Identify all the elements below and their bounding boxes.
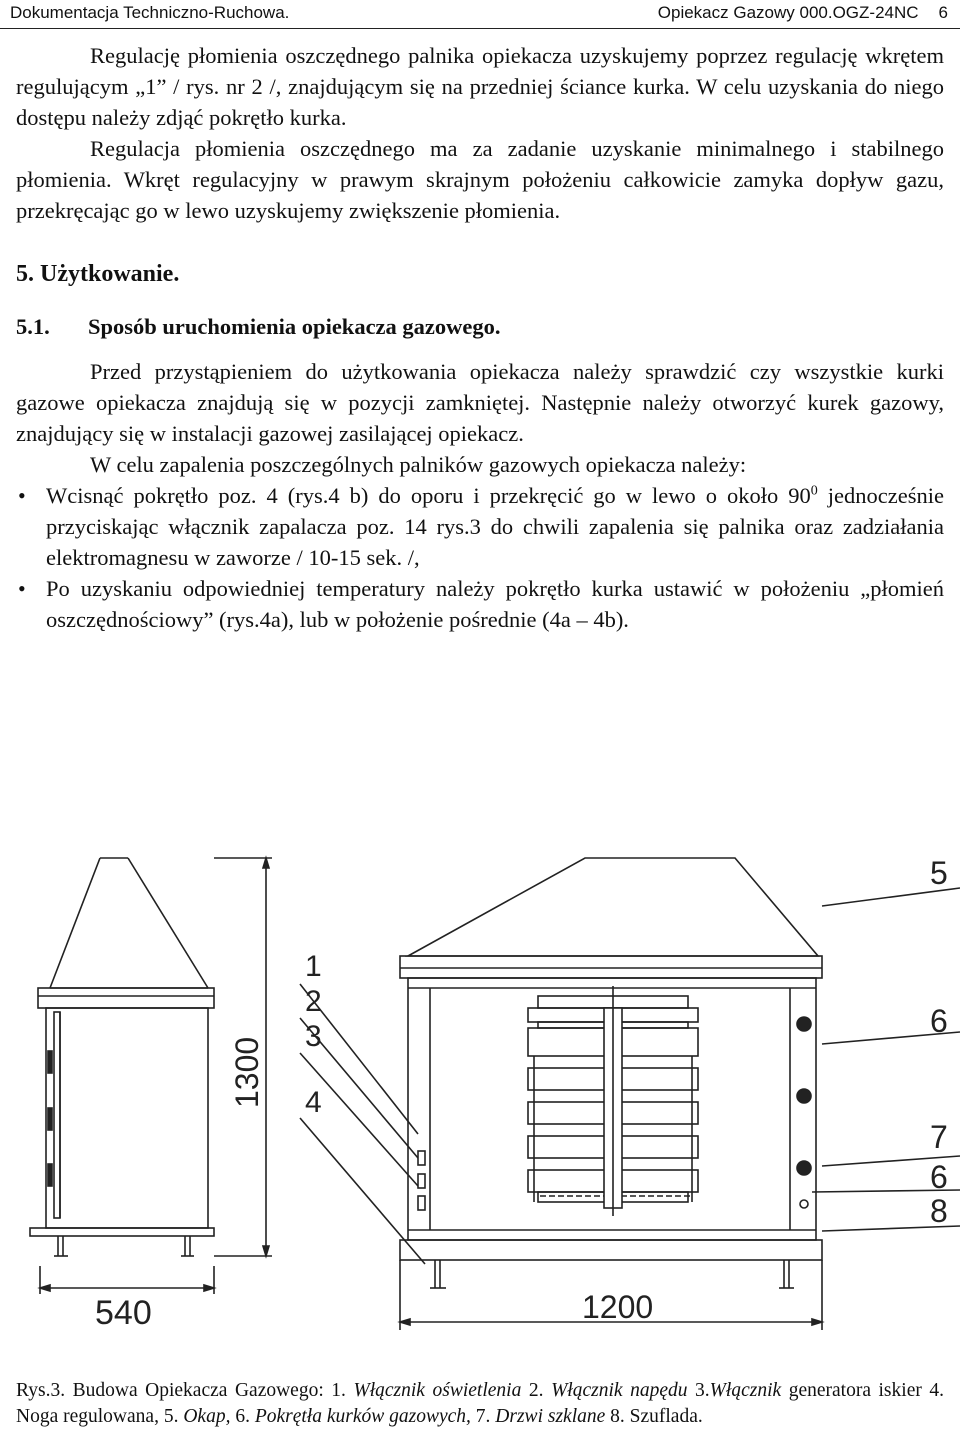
- section-heading-usage: 5. Użytkowanie.: [16, 261, 180, 287]
- step-1-text-a: Wcisnąć pokrętło poz. 4 (rys.4 b) do oporu i przekręcić go w lewo o około 90: [46, 483, 811, 508]
- dimension-depth: 540: [95, 1294, 152, 1332]
- callout-label-8: 8: [930, 1193, 948, 1229]
- step-1-text-b: jednocześnie przyciskając włącznik zapalacza poz. 14 rys.3 do chwili zapalenia się palnika oraz zadziałania elektromagnesu w zaworze / 10-15 sek. /,: [46, 483, 944, 570]
- header-product: [658, 3, 948, 23]
- figure-caption: [16, 1378, 944, 1430]
- caption-sep-4: 6.: [230, 1406, 255, 1427]
- paragraph-before-use: Przed przystąpieniem do użytkowania opiekacza należy sprawdzić czy wszystkie kurki gazowe opiekacza znajdują się w pozycji zamkniętej. Następnie należy otworzyć kurek gazowy, znajdujący się w instalacji gazowej zasilającej opiekacz.: [16, 359, 944, 446]
- paragraph-flame-adjustment: Regulację płomienia oszczędnego palnika opiekacza uzyskujemy poprzez regulację wkrętem regulującym „1” / rys. nr 2 /, znajdującym się na przedniej ściance kurka. W celu uzyskania do niego dostępu należy zdjąć pokrętło kurka.: [16, 43, 944, 130]
- caption-item-7: Drzwi szklane: [495, 1406, 606, 1427]
- callouts-left: [300, 950, 425, 1264]
- callout-label-3: 3: [305, 1020, 322, 1053]
- caption-lead: Rys.3. Budowa Opiekacza Gazowego: 1.: [16, 1380, 354, 1401]
- paragraph-ignition-intro: W celu zapalenia poszczególnych palników gazowych opiekacza należy:: [90, 452, 747, 477]
- callout-label-1: 1: [305, 950, 322, 983]
- step-2-text: Po uzyskaniu odpowiedniej temperatury należy pokrętło kurka ustawić w położeniu „płomień oszczędnościowy” (rys.4a), lub w położenie pośrednie (4a – 4b).: [46, 576, 944, 632]
- subsection-number: 5.1.: [16, 314, 50, 339]
- caption-item-6: Pokrętła kurków gazowych,: [254, 1406, 471, 1427]
- caption-item-2: Włącznik napędu: [551, 1380, 688, 1401]
- page-header: [0, 0, 960, 29]
- callout-label-2: 2: [305, 985, 322, 1018]
- caption-sep-1: 2.: [521, 1380, 552, 1401]
- caption-sep-6: 8. Szuflada.: [605, 1406, 703, 1427]
- ignition-steps-list: [16, 480, 944, 635]
- degree-superscript: 0: [810, 483, 818, 499]
- side-view: [30, 858, 272, 1332]
- callout-label-6b: 6: [930, 1159, 948, 1195]
- dimension-width: 1200: [582, 1289, 654, 1325]
- paragraph-flame-purpose: Regulacja płomienia oszczędnego ma za zadanie uzyskanie minimalnego i stabilnego płomienia. Wkręt regulacyjny w prawym skrajnym położeniu całkowicie zamyka dopływ gazu, przekręcając go w lewo uzyskujemy zwiększenie płomienia.: [16, 136, 944, 223]
- caption-item-1: Włącznik oświetlenia: [353, 1380, 522, 1401]
- caption-item-3: Włącznik: [709, 1380, 782, 1401]
- subsection-title: Sposób uruchomienia opiekacza gazowego.: [88, 314, 501, 339]
- drawing-svg: [0, 846, 960, 1336]
- callout-label-6a: 6: [930, 1003, 948, 1039]
- callouts-right: [812, 855, 960, 1231]
- callout-label-5: 5: [930, 855, 948, 891]
- header-document-title: Dokumentacja Techniczno-Ruchowa.: [10, 3, 290, 22]
- technical-drawing: [0, 846, 960, 1336]
- callout-label-7: 7: [930, 1119, 948, 1155]
- caption-item-5: Okap,: [183, 1406, 231, 1427]
- front-view: [400, 858, 822, 1330]
- list-item: [16, 573, 944, 635]
- page-number: 6: [938, 3, 948, 22]
- caption-sep-5: 7.: [470, 1406, 496, 1427]
- page-body: [16, 40, 944, 635]
- callout-label-4: 4: [305, 1086, 322, 1119]
- header-product-name: Opiekacz Gazowy 000.OGZ-24NC: [657, 3, 919, 22]
- dimension-height: 1300: [229, 1036, 265, 1108]
- subsection-heading-startup: [16, 312, 944, 342]
- caption-sep-2: 3.: [687, 1380, 710, 1401]
- list-item: [16, 480, 944, 573]
- caption-sep-3: generatora iskier 4. Noga regulowana, 5.: [16, 1380, 945, 1427]
